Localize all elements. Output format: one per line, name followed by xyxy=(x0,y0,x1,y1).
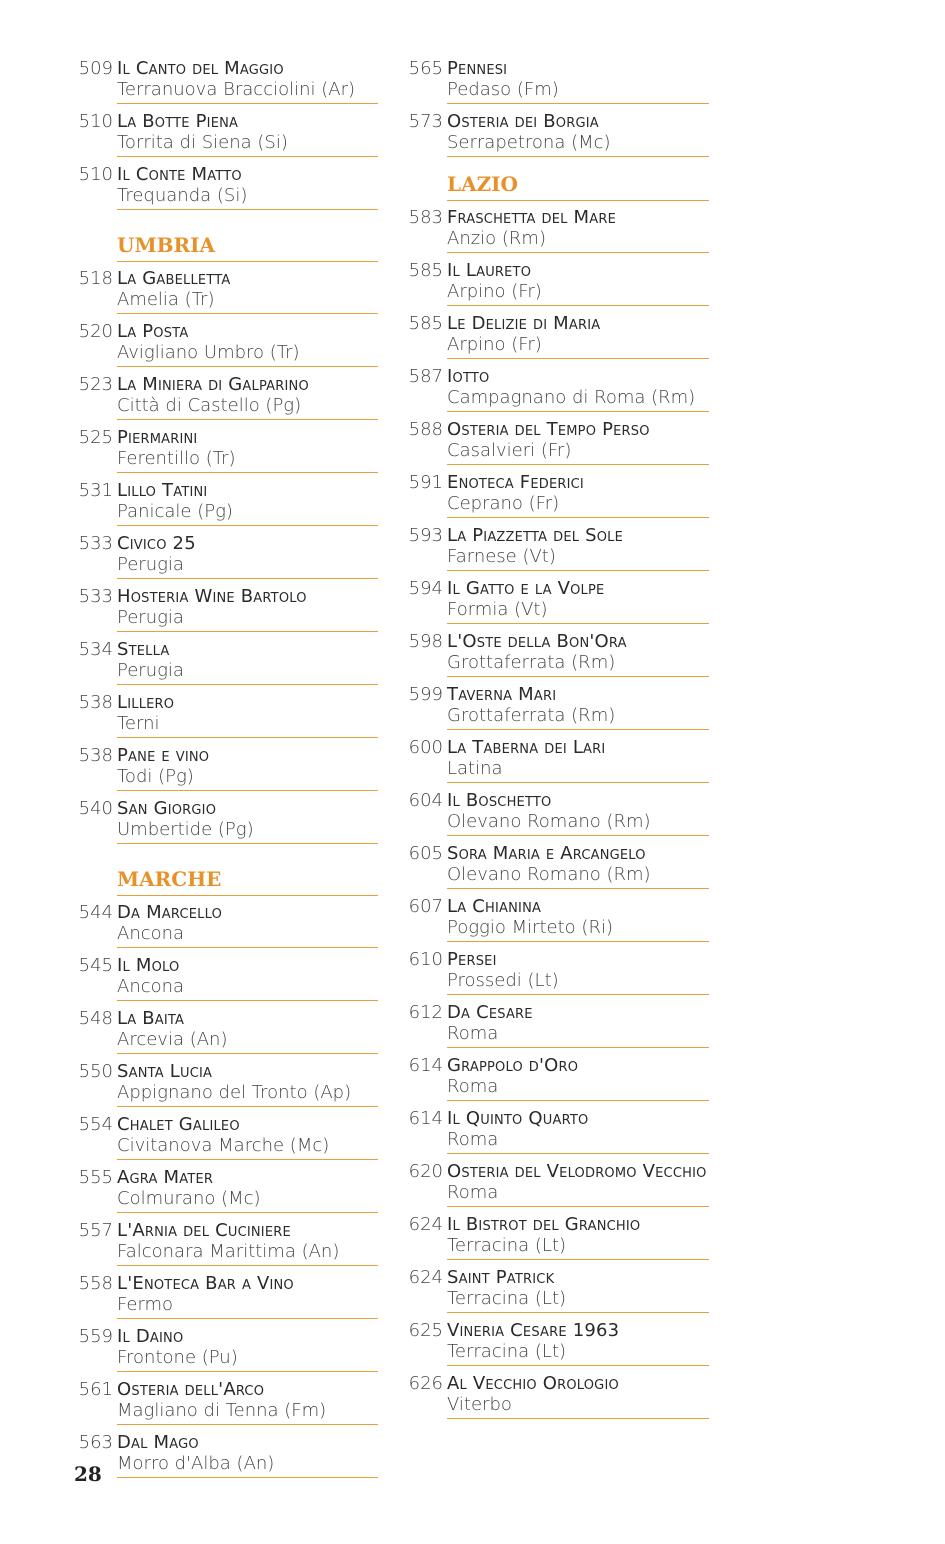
entry-body xyxy=(117,1432,378,1478)
restaurant-location: Farnese (Vt) xyxy=(447,546,556,567)
entry-body xyxy=(117,374,378,420)
entry-body xyxy=(447,1373,709,1419)
listing-entry xyxy=(78,1061,378,1107)
restaurant-location: Grottaferrata (Rm) xyxy=(447,652,616,673)
entry-body xyxy=(117,164,378,210)
page-ref-number: 598 xyxy=(408,631,443,652)
entry-body xyxy=(117,1220,378,1266)
entry-body xyxy=(117,1008,378,1054)
page-ref-number: 550 xyxy=(78,1061,113,1082)
restaurant-location: Terni xyxy=(117,713,160,734)
listing-entry xyxy=(405,366,709,412)
entry-body xyxy=(447,419,709,465)
listing-entry xyxy=(405,1002,709,1048)
listing-entry xyxy=(405,1108,709,1154)
page-ref-number: 604 xyxy=(408,790,443,811)
restaurant-name: Pane e vino xyxy=(117,745,210,766)
listing-entry xyxy=(405,313,709,359)
listing-entry xyxy=(405,525,709,571)
page-ref-number: 510 xyxy=(78,111,113,132)
listing-entry xyxy=(405,737,709,783)
entry-body xyxy=(447,1161,709,1207)
restaurant-location: Roma xyxy=(447,1182,499,1203)
restaurant-location: Panicale (Pg) xyxy=(117,501,233,522)
restaurant-name: Le Delizie di Maria xyxy=(447,313,601,334)
page-ref-number: 620 xyxy=(408,1161,443,1182)
entry-body xyxy=(117,1167,378,1213)
listing-entry xyxy=(78,1432,378,1478)
restaurant-name: Osteria dei Borgia xyxy=(447,111,599,132)
restaurant-location: Falconara Marittima (An) xyxy=(117,1241,340,1262)
restaurant-name: La Piazzetta del Sole xyxy=(447,525,624,546)
listing-entry xyxy=(78,586,378,632)
restaurant-location: Umbertide (Pg) xyxy=(117,819,254,840)
restaurant-location: Terracina (Lt) xyxy=(447,1288,567,1309)
page-ref-number: 554 xyxy=(78,1114,113,1135)
page-ref-number: 587 xyxy=(408,366,443,387)
region-heading: MARCHE xyxy=(117,851,378,896)
page-ref-number: 599 xyxy=(408,684,443,705)
restaurant-location: Morro d'Alba (An) xyxy=(117,1453,275,1474)
restaurant-name: Il Bistrot del Granchio xyxy=(447,1214,641,1235)
restaurant-location: Arpino (Fr) xyxy=(447,281,542,302)
listing-entry xyxy=(78,1379,378,1425)
restaurant-name: La Baita xyxy=(117,1008,185,1029)
entry-body xyxy=(447,1002,709,1048)
entry-body xyxy=(447,631,709,677)
restaurant-location: Frontone (Pu) xyxy=(117,1347,238,1368)
listing-entry xyxy=(405,843,709,889)
page-ref-number: 525 xyxy=(78,427,113,448)
listing-entry xyxy=(78,268,378,314)
restaurant-name: Da Cesare xyxy=(447,1002,533,1023)
restaurant-location: Olevano Romano (Rm) xyxy=(447,864,651,885)
page-ref-number: 555 xyxy=(78,1167,113,1188)
entry-body xyxy=(447,313,709,359)
restaurant-location: Arcevia (An) xyxy=(117,1029,228,1050)
listing-entry xyxy=(78,374,378,420)
restaurant-location: Anzio (Rm) xyxy=(447,228,546,249)
restaurant-name: Osteria del Tempo Perso xyxy=(447,419,650,440)
restaurant-name: La Miniera di Galparino xyxy=(117,374,309,395)
page-ref-number: 557 xyxy=(78,1220,113,1241)
restaurant-location: Roma xyxy=(447,1129,499,1150)
entry-body xyxy=(447,896,709,942)
page-ref-number: 544 xyxy=(78,902,113,923)
entry-body xyxy=(447,578,709,624)
entry-body xyxy=(117,268,378,314)
listing-entry xyxy=(405,1055,709,1101)
restaurant-name: L'Arnia del Cuciniere xyxy=(117,1220,291,1241)
entry-body xyxy=(117,58,378,104)
restaurant-name: Il Laureto xyxy=(447,260,532,281)
listing-entry xyxy=(405,684,709,730)
entry-body xyxy=(117,639,378,685)
restaurant-name: Il Boschetto xyxy=(447,790,552,811)
restaurant-name: Iotto xyxy=(447,366,490,387)
page-ref-number: 600 xyxy=(408,737,443,758)
restaurant-location: Ferentillo (Tr) xyxy=(117,448,236,469)
listing-entry xyxy=(78,955,378,1001)
entry-body xyxy=(447,1055,709,1101)
entry-body xyxy=(117,111,378,157)
entry-body xyxy=(117,745,378,791)
restaurant-name: Il Daino xyxy=(117,1326,184,1347)
listing-entry xyxy=(78,111,378,157)
entry-body xyxy=(447,1320,709,1366)
entry-body xyxy=(447,1214,709,1260)
restaurant-location: Civitanova Marche (Mc) xyxy=(117,1135,330,1156)
page-ref-number: 565 xyxy=(408,58,443,79)
listing-entry xyxy=(78,1008,378,1054)
page-ref-number: 538 xyxy=(78,692,113,713)
page-ref-number: 531 xyxy=(78,480,113,501)
restaurant-location: Avigliano Umbro (Tr) xyxy=(117,342,300,363)
restaurant-name: Fraschetta del Mare xyxy=(447,207,616,228)
restaurant-location: Città di Castello (Pg) xyxy=(117,395,302,416)
page-ref-number: 614 xyxy=(408,1108,443,1129)
restaurant-name: Agra Mater xyxy=(117,1167,214,1188)
listing-entry xyxy=(78,639,378,685)
page-ref-number: 626 xyxy=(408,1373,443,1394)
listing-entry xyxy=(78,1273,378,1319)
restaurant-location: Ancona xyxy=(117,976,185,997)
restaurant-name: La Botte Piena xyxy=(117,111,239,132)
page-ref-number: 585 xyxy=(408,260,443,281)
entry-body xyxy=(117,533,378,579)
listing-entry xyxy=(405,631,709,677)
restaurant-name: Santa Lucia xyxy=(117,1061,213,1082)
restaurant-name: La Gabelletta xyxy=(117,268,231,289)
page-ref-number: 533 xyxy=(78,586,113,607)
entry-body xyxy=(117,1326,378,1372)
listing-entry xyxy=(405,472,709,518)
listing-entry xyxy=(405,111,709,157)
page-ref-number: 612 xyxy=(408,1002,443,1023)
restaurant-name: Civico 25 xyxy=(117,533,196,554)
listing-entry xyxy=(405,578,709,624)
entry-body xyxy=(447,58,709,104)
restaurant-location: Viterbo xyxy=(447,1394,512,1415)
page-ref-number: 520 xyxy=(78,321,113,342)
listing-entry xyxy=(405,419,709,465)
page-ref-number: 614 xyxy=(408,1055,443,1076)
entry-body xyxy=(447,207,709,253)
entry-body xyxy=(117,798,378,844)
listing-entry xyxy=(405,1373,709,1419)
restaurant-name: Chalet Galileo xyxy=(117,1114,240,1135)
listing-entry xyxy=(78,1167,378,1213)
entry-body xyxy=(447,949,709,995)
restaurant-location: Torrita di Siena (Si) xyxy=(117,132,288,153)
restaurant-location: Arpino (Fr) xyxy=(447,334,542,355)
listing-entry xyxy=(405,1214,709,1260)
restaurant-location: Roma xyxy=(447,1023,499,1044)
restaurant-name: Vineria Cesare 1963 xyxy=(447,1320,620,1341)
entry-body xyxy=(447,737,709,783)
listing-entry xyxy=(78,1326,378,1372)
entry-body xyxy=(447,525,709,571)
page-ref-number: 533 xyxy=(78,533,113,554)
restaurant-name: Persei xyxy=(447,949,497,970)
restaurant-location: Terracina (Lt) xyxy=(447,1341,567,1362)
entry-body xyxy=(447,1267,709,1313)
restaurant-name: Al Vecchio Orologio xyxy=(447,1373,619,1394)
page-ref-number: 605 xyxy=(408,843,443,864)
restaurant-name: Il Quinto Quarto xyxy=(447,1108,589,1129)
entry-body xyxy=(117,902,378,948)
entry-body xyxy=(447,111,709,157)
listing-entry xyxy=(405,896,709,942)
page-ref-number: 585 xyxy=(408,313,443,334)
restaurant-location: Latina xyxy=(447,758,503,779)
page-ref-number: 538 xyxy=(78,745,113,766)
listing-entry xyxy=(78,164,378,210)
restaurant-name: Il Molo xyxy=(117,955,180,976)
page-ref-number: 563 xyxy=(78,1432,113,1453)
restaurant-location: Terranuova Bracciolini (Ar) xyxy=(117,79,355,100)
entry-body xyxy=(447,366,709,412)
entry-body xyxy=(447,260,709,306)
restaurant-location: Casalvieri (Fr) xyxy=(447,440,572,461)
listing-entry xyxy=(405,1267,709,1313)
listing-entry xyxy=(405,260,709,306)
restaurant-name: San Giorgio xyxy=(117,798,217,819)
page-ref-number: 607 xyxy=(408,896,443,917)
restaurant-location: Terracina (Lt) xyxy=(447,1235,567,1256)
page-number: 28 xyxy=(74,1462,102,1486)
entry-body xyxy=(447,790,709,836)
listing-entry xyxy=(78,533,378,579)
restaurant-name: Da Marcello xyxy=(117,902,223,923)
page-ref-number: 610 xyxy=(408,949,443,970)
page-ref-number: 625 xyxy=(408,1320,443,1341)
listing-entry xyxy=(405,207,709,253)
restaurant-name: Il Canto del Maggio xyxy=(117,58,284,79)
restaurant-name: Enoteca Federici xyxy=(447,472,584,493)
restaurant-location: Ancona xyxy=(117,923,185,944)
page-ref-number: 509 xyxy=(78,58,113,79)
restaurant-location: Trequanda (Si) xyxy=(117,185,248,206)
restaurant-name: Stella xyxy=(117,639,170,660)
restaurant-location: Perugia xyxy=(117,660,184,681)
restaurant-name: L'Enoteca Bar a Vino xyxy=(117,1273,294,1294)
restaurant-location: Appignano del Tronto (Ap) xyxy=(117,1082,352,1103)
restaurant-location: Olevano Romano (Rm) xyxy=(447,811,651,832)
listing-entry xyxy=(78,1114,378,1160)
entry-body xyxy=(117,692,378,738)
restaurant-name: La Chianina xyxy=(447,896,542,917)
listing-entry xyxy=(78,1220,378,1266)
page-ref-number: 593 xyxy=(408,525,443,546)
restaurant-name: Lillo Tatini xyxy=(117,480,208,501)
restaurant-location: Roma xyxy=(447,1076,499,1097)
restaurant-location: Fermo xyxy=(117,1294,174,1315)
page-ref-number: 591 xyxy=(408,472,443,493)
entry-body xyxy=(117,1379,378,1425)
listing-entry xyxy=(405,1320,709,1366)
entry-body xyxy=(447,1108,709,1154)
page-ref-number: 545 xyxy=(78,955,113,976)
restaurant-location: Colmurano (Mc) xyxy=(117,1188,261,1209)
restaurant-name: La Posta xyxy=(117,321,189,342)
listing-entry xyxy=(405,1161,709,1207)
entry-body xyxy=(117,586,378,632)
entry-body xyxy=(447,472,709,518)
listing-entry xyxy=(78,902,378,948)
restaurant-name: Sora Maria e Arcangelo xyxy=(447,843,646,864)
listing-entry xyxy=(78,745,378,791)
restaurant-location: Campagnano di Roma (Rm) xyxy=(447,387,696,408)
listing-entry xyxy=(78,798,378,844)
restaurant-location: Perugia xyxy=(117,607,184,628)
restaurant-name: Dal Mago xyxy=(117,1432,199,1453)
listing-entry xyxy=(78,321,378,367)
restaurant-name: Pennesi xyxy=(447,58,508,79)
region-heading: LAZIO xyxy=(447,164,709,201)
restaurant-name: Il Gatto e la Volpe xyxy=(447,578,605,599)
restaurant-location: Pedaso (Fm) xyxy=(447,79,559,100)
page-ref-number: 559 xyxy=(78,1326,113,1347)
page-ref-number: 510 xyxy=(78,164,113,185)
restaurant-location: Serrapetrona (Mc) xyxy=(447,132,611,153)
page-ref-number: 523 xyxy=(78,374,113,395)
page-ref-number: 588 xyxy=(408,419,443,440)
restaurant-name: L'Oste della Bon'Ora xyxy=(447,631,627,652)
restaurant-location: Grottaferrata (Rm) xyxy=(447,705,616,726)
entry-body xyxy=(117,321,378,367)
restaurant-name: Hosteria Wine Bartolo xyxy=(117,586,307,607)
entry-body xyxy=(117,480,378,526)
listing-entry xyxy=(405,949,709,995)
page-ref-number: 518 xyxy=(78,268,113,289)
page-ref-number: 561 xyxy=(78,1379,113,1400)
restaurant-name: Saint Patrick xyxy=(447,1267,555,1288)
entry-body xyxy=(117,955,378,1001)
entry-body xyxy=(447,843,709,889)
restaurant-name: Osteria dell'Arco xyxy=(117,1379,265,1400)
restaurant-location: Magliano di Tenna (Fm) xyxy=(117,1400,327,1421)
restaurant-name: Lillero xyxy=(117,692,175,713)
restaurant-location: Prossedi (Lt) xyxy=(447,970,559,991)
page-ref-number: 624 xyxy=(408,1267,443,1288)
restaurant-location: Amelia (Tr) xyxy=(117,289,215,310)
page-ref-number: 534 xyxy=(78,639,113,660)
listing-entry xyxy=(405,790,709,836)
restaurant-location: Perugia xyxy=(117,554,184,575)
entry-body xyxy=(117,1114,378,1160)
page-ref-number: 624 xyxy=(408,1214,443,1235)
entry-body xyxy=(117,1061,378,1107)
page-ref-number: 573 xyxy=(408,111,443,132)
left-column xyxy=(78,58,378,1485)
entry-body xyxy=(117,1273,378,1319)
page-ref-number: 548 xyxy=(78,1008,113,1029)
restaurant-name: Taverna Mari xyxy=(447,684,557,705)
restaurant-name: La Taberna dei Lari xyxy=(447,737,606,758)
page-ref-number: 583 xyxy=(408,207,443,228)
restaurant-location: Todi (Pg) xyxy=(117,766,194,787)
restaurant-name: Grappolo d'Oro xyxy=(447,1055,579,1076)
restaurant-location: Poggio Mirteto (Ri) xyxy=(447,917,613,938)
right-column xyxy=(405,58,709,1426)
restaurant-name: Osteria del Velodromo Vecchio xyxy=(447,1161,707,1182)
entry-body xyxy=(447,684,709,730)
listing-entry xyxy=(78,427,378,473)
page-ref-number: 540 xyxy=(78,798,113,819)
listing-entry xyxy=(78,58,378,104)
region-heading: UMBRIA xyxy=(117,217,378,262)
listing-entry xyxy=(78,692,378,738)
restaurant-name: Il Conte Matto xyxy=(117,164,242,185)
restaurant-location: Formia (Vt) xyxy=(447,599,548,620)
restaurant-location: Ceprano (Fr) xyxy=(447,493,560,514)
listing-entry xyxy=(78,480,378,526)
listing-entry xyxy=(405,58,709,104)
page-ref-number: 558 xyxy=(78,1273,113,1294)
page-ref-number: 594 xyxy=(408,578,443,599)
restaurant-name: Piermarini xyxy=(117,427,198,448)
entry-body xyxy=(117,427,378,473)
